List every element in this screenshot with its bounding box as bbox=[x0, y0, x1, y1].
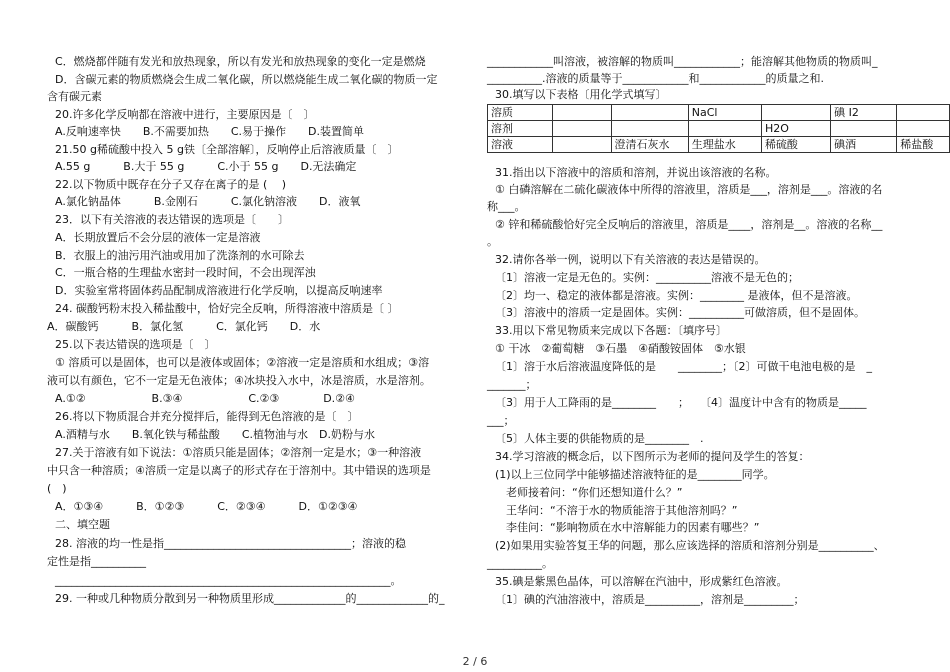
text-line: A.酒精与水 B.氧化铁与稀盐酸 C.植物油与水 D.奶粉与水 bbox=[55, 428, 376, 441]
question-30: 30.填写以下表格〔用化学式填写〕 bbox=[495, 88, 667, 101]
text-line: 老师接着问：“你们还想知道什么？” bbox=[495, 486, 683, 499]
text-line: _____________________________________________________________。 bbox=[55, 574, 402, 587]
formula-table bbox=[487, 104, 950, 153]
text-line: 李佳问：“影响物质在水中溶解能力的因素有哪些？” bbox=[495, 521, 760, 534]
text-line: 〔3〕溶液中的溶质一定是固体。实例：__________可做溶质，但不是固体。 bbox=[495, 306, 865, 319]
question-21: 21.50 g稀硫酸中投入 5 g铁〔全部溶解〕，反响停止后溶液质量〔 〕 bbox=[55, 143, 399, 156]
table-cell bbox=[611, 121, 688, 137]
table-cell: 碘酒 bbox=[831, 137, 897, 153]
table-cell bbox=[688, 121, 761, 137]
text-line: 含有碳元素 bbox=[47, 90, 102, 103]
text-line: A.氯化钠晶体 B.金刚石 C.氯化钠溶液 D．液氧 bbox=[55, 195, 361, 208]
table-row bbox=[488, 121, 950, 137]
table-cell bbox=[761, 105, 830, 121]
table-cell bbox=[553, 121, 611, 137]
question-33: 33.用以下常见物质来完成以下各题：〔填序号〕 bbox=[495, 324, 727, 337]
question-32: 32.请你各举一例，说明以下有关溶液的表达是错误的。 bbox=[495, 253, 766, 266]
text-line: A.55 g B.大于 55 g C.小于 55 g D.无法确定 bbox=[55, 160, 357, 173]
text-line: 王华问：“不溶于水的物质能溶于其他溶剂吗？” bbox=[495, 504, 738, 517]
text-line: 〔1〕溶于水后溶液温度降低的是 ________；〔2〕可做干电池电极的是 _ bbox=[495, 360, 872, 373]
question-20: 20.许多化学反响都在溶液中进行，主要原因是〔 〕 bbox=[55, 108, 315, 121]
question-23: 23．以下有关溶液的表达错误的选项是〔 〕 bbox=[55, 213, 289, 226]
text-line: 〔3〕用于人工降雨的是________ ； 〔4〕温度计中含有的物质是_____ bbox=[495, 396, 867, 409]
table-cell bbox=[897, 121, 950, 137]
table-cell bbox=[553, 105, 611, 121]
question-35: 35.碘是紫黑色晶体，可以溶解在汽油中，形成紫红色溶液。 bbox=[495, 575, 788, 588]
text-line: D．实验室常将固体药品配制成溶液进行化学反响，以提高反响速率 bbox=[55, 284, 383, 297]
table-cell: 碘 I2 bbox=[831, 105, 897, 121]
text-line: C．一瓶合格的生理盐水密封一段时间，不会出现浑浊 bbox=[55, 266, 316, 279]
table-cell bbox=[831, 121, 897, 137]
table-cell: 溶质 bbox=[488, 105, 553, 121]
text-line: ( ) bbox=[47, 482, 67, 495]
text-line: D．含碳元素的物质燃烧会生成二氧化碳，所以燃烧能生成二氧化碳的物质一定 bbox=[55, 73, 438, 86]
text-line: A．碳酸钙 B．氯化氢 C．氯化钙 D．水 bbox=[47, 320, 321, 333]
text-line: A.①② B.③④ C.②③ D.②④ bbox=[55, 392, 355, 405]
text-line: 〔1〕碘的汽油溶液中，溶质是__________，溶剂是_________； bbox=[495, 593, 805, 606]
question-29: 29. 一种或几种物质分散到另一种物质里形成_____________的_____________的_ bbox=[55, 592, 445, 605]
table-cell bbox=[553, 137, 611, 153]
table-wrapper bbox=[487, 104, 950, 153]
section-heading: 二、填空题 bbox=[55, 518, 110, 531]
text-line: (2)如果用实验答复王华的问题，那么应该选择的溶质和溶剂分别是__________、 bbox=[495, 539, 885, 552]
question-34: 34.学习溶液的概念后，以下图所示为老师的提问及学生的答复： bbox=[495, 450, 810, 463]
text-line: C．燃烧都伴随有发光和放热现象，所以有发光和放热现象的变化一定是燃烧 bbox=[55, 55, 426, 68]
table-row bbox=[488, 105, 950, 121]
question-31: 31.指出以下溶液中的溶质和溶剂，并说出该溶液的名称。 bbox=[495, 166, 777, 179]
text-line: 〔5〕人体主要的供能物质的是________ . bbox=[495, 432, 704, 445]
text-line: A.反响速率快 B.不需要加热 C.易于操作 D.装置简单 bbox=[55, 125, 365, 138]
table-cell: NaCl bbox=[688, 105, 761, 121]
text-line: _______； bbox=[487, 378, 537, 391]
table-cell: 溶液 bbox=[488, 137, 553, 153]
text-line: ___； bbox=[487, 414, 515, 427]
table-cell: 稀盐酸 bbox=[897, 137, 950, 153]
text-line: __________.溶液的质量等于____________和____________的质量之和. bbox=[487, 72, 824, 85]
text-line: (1)以上三位同学中能够描述溶液特征的是________同学。 bbox=[495, 468, 775, 481]
table-cell bbox=[897, 105, 950, 121]
table-row bbox=[488, 137, 950, 153]
text-line: ① 溶质可以是固体，也可以是液体或固体；②溶液一定是溶质和水组成；③溶 bbox=[55, 356, 430, 369]
text-line: 称___。 bbox=[487, 200, 526, 213]
page-number: 2 / 6 bbox=[462, 655, 488, 668]
text-line: ① 干冰 ②葡萄糖 ③石墨 ④硝酸铵固体 ⑤水银 bbox=[495, 342, 746, 355]
text-line: __________。 bbox=[487, 557, 553, 570]
question-27: 27.关于溶液有如下说法：①溶质只能是固体；②溶剂一定是水；③一种溶液 bbox=[55, 446, 422, 459]
question-28: 28. 溶液的均一性是指__________________________________；溶液的稳 bbox=[55, 537, 406, 550]
table-cell: 溶剂 bbox=[488, 121, 553, 137]
text-line: 。 bbox=[487, 235, 498, 248]
text-line: A．①③④ B．①②③ C．②③④ D．①②③④ bbox=[55, 500, 358, 513]
text-line: A．长期放置后不会分层的液体一定是溶液 bbox=[55, 231, 261, 244]
text-line: B．衣服上的油污用汽油或用加了洗涤剂的水可除去 bbox=[55, 249, 305, 262]
table-cell: 澄清石灰水 bbox=[611, 137, 688, 153]
question-26: 26.将以下物质混合并充分搅拌后，能得到无色溶液的是〔 〕 bbox=[55, 410, 359, 423]
question-24: 24. 碳酸钙粉末投入稀盐酸中，恰好完全反响，所得溶液中溶质是〔 〕 bbox=[55, 302, 399, 315]
text-line: ____________叫溶液，被溶解的物质叫____________；能溶解其他物质的物质叫_ bbox=[487, 55, 878, 68]
text-line: ② 锌和稀硫酸恰好完全反响后的溶液里，溶质是____，溶剂是__。溶液的名称__ bbox=[495, 218, 883, 231]
question-22: 22.以下物质中既存在分子又存在离子的是 ( ) bbox=[55, 178, 287, 191]
question-25: 25.以下表达错误的选项是〔 〕 bbox=[55, 338, 216, 351]
table-cell bbox=[611, 105, 688, 121]
text-line: 中只含一种溶质；④溶质一定是以离子的形式存在于溶剂中。其中错误的选项是 bbox=[47, 464, 431, 477]
text-line: 〔1〕溶液一定是无色的。实例：__________溶液不是无色的； bbox=[495, 271, 799, 284]
table-cell: 生理盐水 bbox=[688, 137, 761, 153]
table-cell: 稀硫酸 bbox=[761, 137, 830, 153]
text-line: 定性是指__________ bbox=[47, 555, 146, 568]
table-cell: H2O bbox=[761, 121, 830, 137]
text-line: 液可以有颜色，它不一定是无色液体；④冰块投入水中，冰是溶质，水是溶剂。 bbox=[47, 374, 431, 387]
text-line: 〔2〕均一、稳定的液体都是溶液。实例：________ 是液体，但不是溶液。 bbox=[495, 289, 858, 302]
text-line: ① 白磷溶解在二硫化碳液体中所得的溶液里，溶质是___，溶剂是___。溶液的名 bbox=[495, 183, 883, 196]
